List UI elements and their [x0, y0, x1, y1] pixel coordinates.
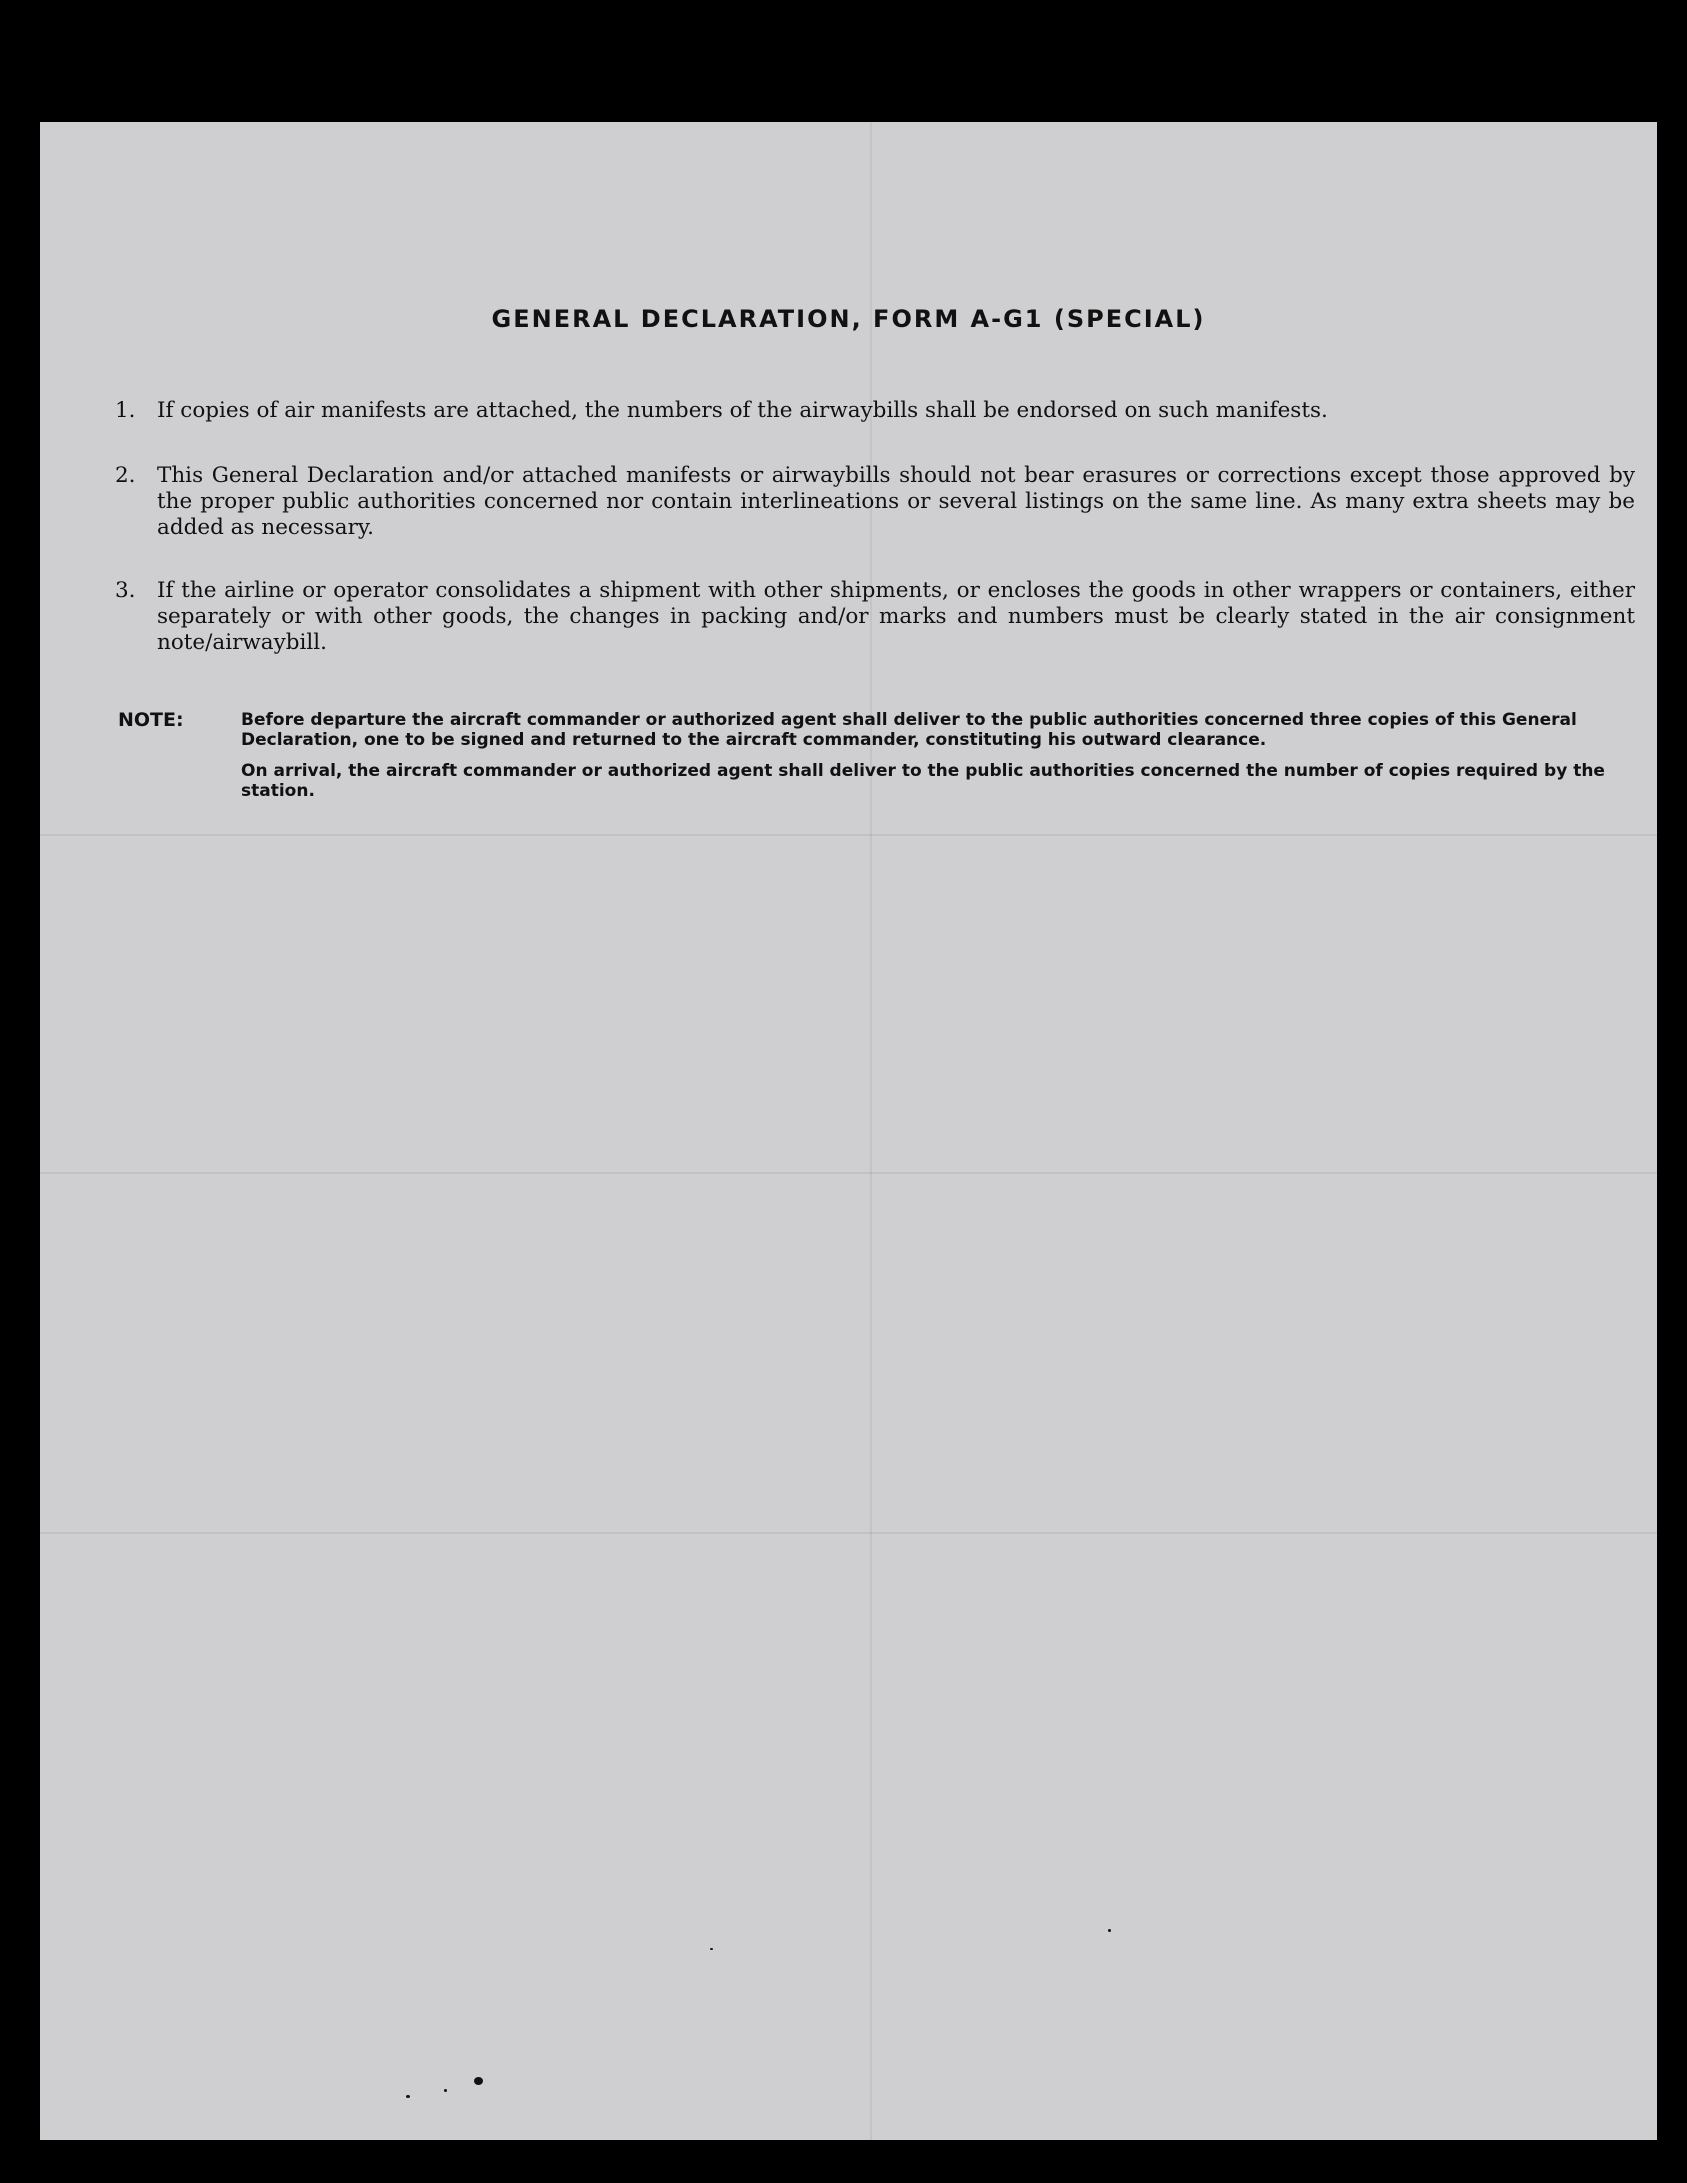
- item-number: 3.: [115, 578, 136, 603]
- instruction-item-1: [115, 398, 1635, 424]
- item-text: If copies of air manifests are attached, the numbers of the airwaybills shall be endorsed on such manifests.: [157, 398, 1328, 423]
- document-title: GENERAL DECLARATION, FORM A-G1 (SPECIAL): [491, 305, 1206, 333]
- ink-speck: [474, 2077, 483, 2085]
- ink-speck: [1108, 1929, 1111, 1932]
- note-paragraph: Before departure the aircraft commander or authorized agent shall deliver to the public authorities concerned three copies of this General Declaration, one to be signed and returned to the aircraft commander, constituting his outward clearance.: [241, 710, 1577, 750]
- ink-speck: [406, 2095, 410, 2098]
- item-number: 1.: [115, 398, 136, 423]
- fold-line: [870, 122, 872, 2140]
- fold-line: [40, 1172, 1657, 1174]
- document-page: [40, 122, 1657, 2140]
- note-paragraph: On arrival, the aircraft commander or authorized agent shall deliver to the public authorities concerned the number of copies required by the station.: [241, 761, 1605, 801]
- item-text: This General Declaration and/or attached manifests or airwaybills should not bear erasures or corrections except those approved by the proper public authorities concerned nor contain interlineations or several listings on the same line. As many extra sheets may be added as necessary.: [157, 463, 1635, 540]
- instruction-item-2: [115, 463, 1635, 541]
- ink-speck: [710, 1948, 713, 1950]
- ink-speck: [444, 2089, 447, 2092]
- instruction-item-3: [115, 578, 1635, 656]
- note-label: NOTE:: [118, 709, 184, 731]
- item-number: 2.: [115, 463, 136, 488]
- fold-line: [40, 1532, 1657, 1534]
- note-block: [118, 710, 1638, 801]
- fold-line: [40, 834, 1657, 836]
- item-text: If the airline or operator consolidates a shipment with other shipments, or encloses the goods in other wrappers or containers, either separately or with other goods, the changes in packing and/or marks and numbers must be clearly stated in the air consignment note/airwaybill.: [157, 578, 1635, 655]
